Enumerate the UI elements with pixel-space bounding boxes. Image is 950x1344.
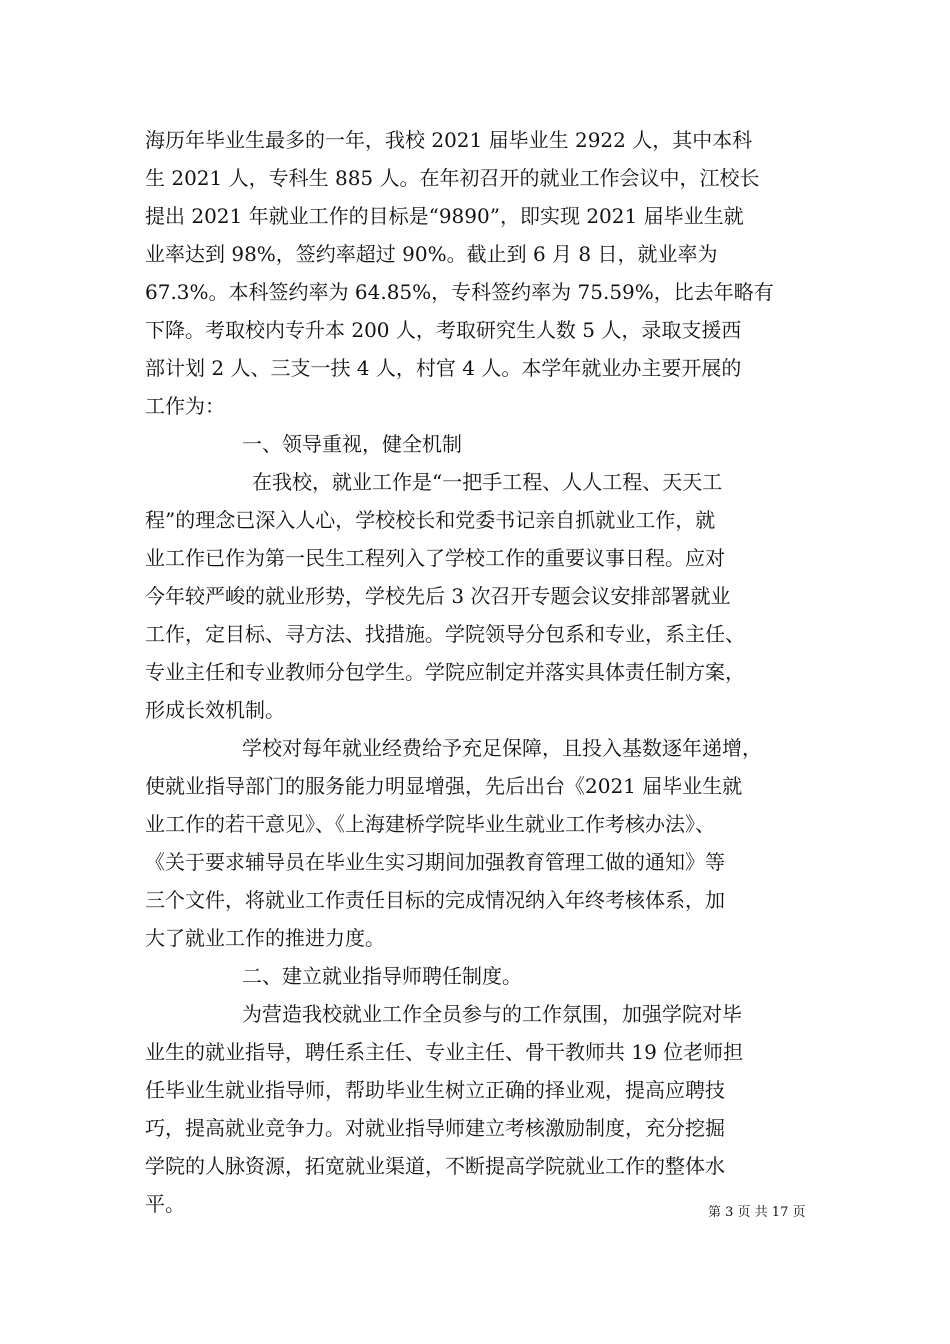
text-line: 67.3%。本科签约率为 64.85%，专科签约率为 75.59%，比去年略有: [145, 280, 774, 304]
text-line: 工作，定目标、寻方法、找措施。学院领导分包系和专业，系主任、: [145, 622, 745, 646]
text-line: 任毕业生就业指导师，帮助毕业生树立正确的择业观，提高应聘技: [145, 1078, 725, 1102]
text-line: 使就业指导部门的服务能力明显增强，先后出台《2021 届毕业生就: [145, 774, 743, 798]
text-line: 一、领导重视，健全机制: [242, 432, 462, 456]
text-line: 形成长效机制。: [145, 698, 285, 722]
text-line: 业工作已作为第一民生工程列入了学校工作的重要议事日程。应对: [145, 546, 725, 570]
text-line: 巧，提高就业竞争力。对就业指导师建立考核激励制度，充分挖掘: [145, 1116, 725, 1140]
text-line: 提出 2021 年就业工作的目标是“9890”，即实现 2021 届毕业生就: [145, 204, 744, 228]
text-line: 工作为：: [145, 394, 225, 418]
text-line: 生 2021 人，专科生 885 人。在年初召开的就业工作会议中，江校长: [145, 166, 760, 190]
text-line: 海历年毕业生最多的一年，我校 2021 届毕业生 2922 人，其中本科: [145, 128, 753, 152]
text-line: 《关于要求辅导员在毕业生实习期间加强教育管理工做的通知》等: [145, 850, 725, 874]
text-line: 业生的就业指导，聘任系主任、专业主任、骨干教师共 19 位老师担: [145, 1040, 744, 1064]
text-line: 为营造我校就业工作全员参与的工作氛围，加强学院对毕: [242, 1002, 742, 1026]
body-text: [145, 121, 805, 1223]
text-line: 二、建立就业指导师聘任制度。: [242, 964, 522, 988]
text-line: 三个文件，将就业工作责任目标的完成情况纳入年终考核体系，加: [145, 888, 725, 912]
text-line: 下降。考取校内专升本 200 人，考取研究生人数 5 人，录取支援西: [145, 318, 742, 342]
text-line: 部计划 2 人、三支一扶 4 人，村官 4 人。本学年就业办主要开展的: [145, 356, 742, 380]
text-line: 学院的人脉资源，拓宽就业渠道，不断提高学院就业工作的整体水: [145, 1154, 725, 1178]
text-line: 业率达到 98%，签约率超过 90%。截止到 6 月 8 日，就业率为: [145, 242, 718, 266]
text-line: 今年较严峻的就业形势，学校先后 3 次召开专题会议安排部署就业: [145, 584, 731, 608]
text-line: 业工作的若干意见》、《上海建桥学院毕业生就业工作考核办法》、: [145, 812, 715, 836]
text-line: 学校对每年就业经费给予充足保障，且投入基数逐年递增，: [242, 736, 762, 760]
text-line: 在我校，就业工作是“一把手工程、人人工程、天天工: [252, 470, 723, 494]
text-line: 大了就业工作的推进力度。: [145, 926, 385, 950]
text-line: 专业主任和专业教师分包学生。学院应制定并落实具体责任制方案，: [145, 660, 745, 684]
page-footer: 第 3 页 共 17 页: [708, 1205, 806, 1220]
text-line: 程”的理念已深入人心，学校校长和党委书记亲自抓就业工作，就: [145, 508, 716, 532]
text-line: 平。: [145, 1192, 185, 1216]
